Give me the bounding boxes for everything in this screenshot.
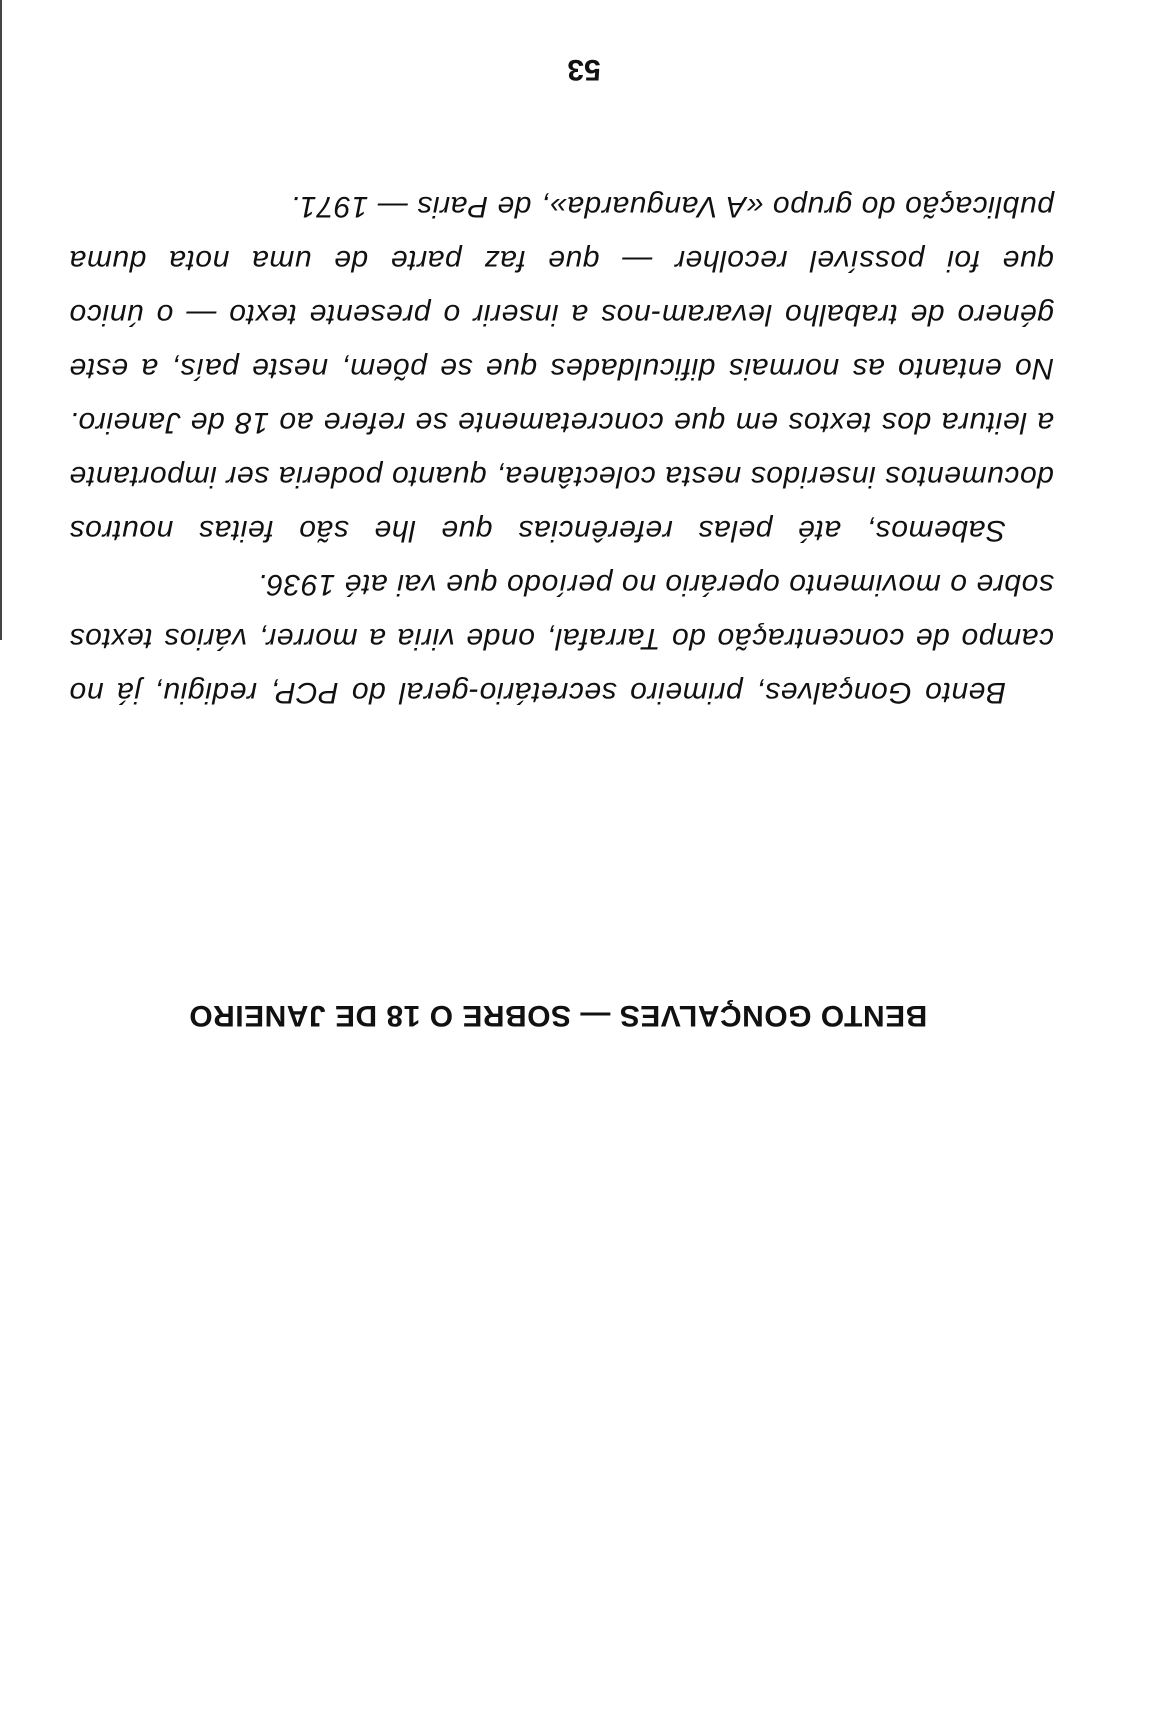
paragraph-1: Bento Gonçalves, primeiro secretário-geral do PCP, redigiu, já no campo de concentração do Tarrafal, onde viria a morrer, vários textos sobre o movimento operário no período que vai até 1936.	[69, 568, 1054, 709]
section-title: BENTO GONÇALVES — SOBRE O 18 DE JANEIRO	[188, 999, 928, 1032]
body-text	[69, 179, 1054, 719]
page-number: 53	[567, 53, 601, 86]
paragraph-2: Sabemos, até pelas referências que lhe são feitas noutros documentos inseridos nesta colectânea, quanto poderia ser importante a leitura dos textos em que concretamente se refere ao 18 de Janeiro. No entanto as normais dificuldades que se põem, neste país, a este género de trabalho levaram-nos a inserir o presente texto — o único que foi possível recolher — que faz parte de uma nota duma publicação do grupo «A Vanguarda», de Paris — 1971.	[69, 190, 1054, 547]
